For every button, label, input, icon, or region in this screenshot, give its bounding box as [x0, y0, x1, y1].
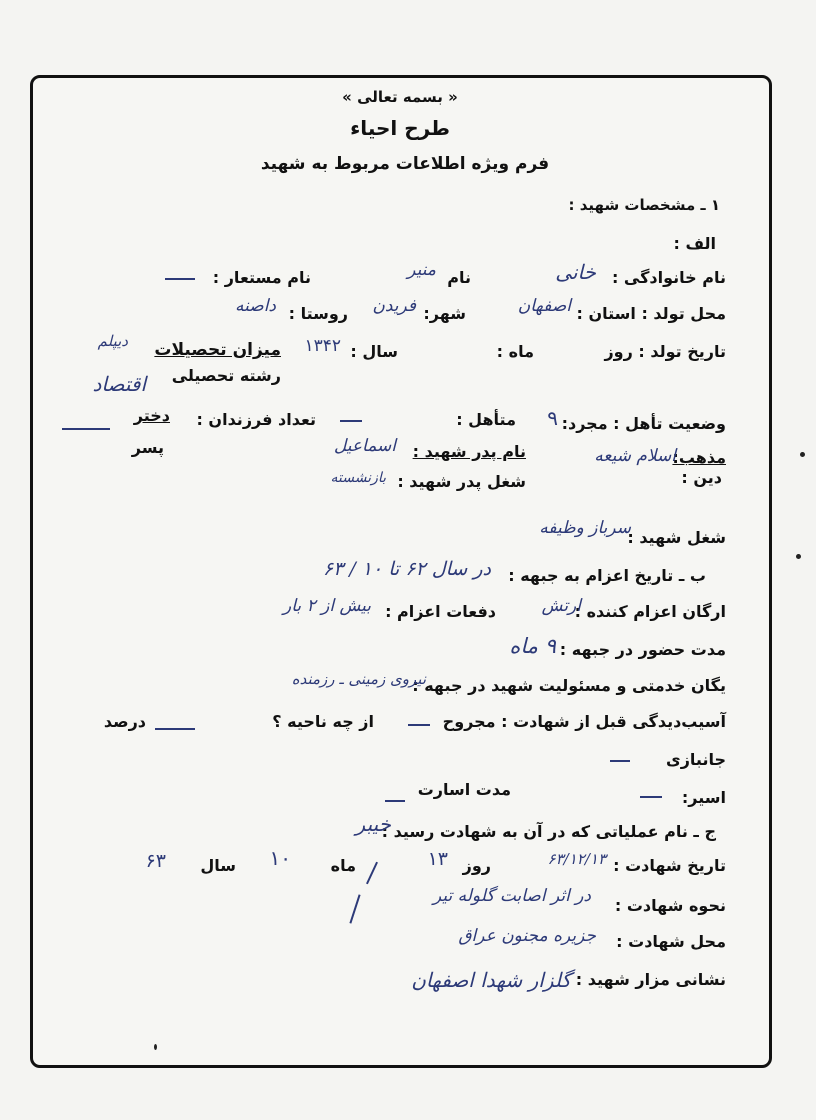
duration-value: ۹ ماه	[509, 634, 556, 658]
times-label: دفعات اعزام :	[385, 602, 496, 621]
father-job-value: بازنشسته	[330, 470, 386, 486]
grave-label: نشانی مزار شهید :	[575, 970, 726, 989]
place-label: محل شهادت :	[616, 932, 726, 951]
married-blank	[340, 420, 362, 422]
job-value: سرباز وظیفه	[539, 518, 631, 538]
captivity-label: مدت اسارت	[417, 780, 511, 799]
captivity-blank	[385, 800, 405, 802]
times-value: بیش از ۲ بار	[283, 596, 371, 616]
manner-value: در اثر اصابت گلوله تیر	[432, 886, 591, 906]
scan-speck	[800, 452, 805, 457]
unit-value: نیروی زمینی ـ رزمنده	[291, 670, 426, 688]
village-value: داصنه	[235, 296, 276, 316]
education-label: میزان تحصیلات	[154, 340, 281, 360]
basmala: « بسمه تعالی »	[342, 88, 458, 106]
married-label: متأهل :	[456, 410, 516, 429]
dispatch-value: در سال ۶۲ تا ۱۰ / ۶۳	[322, 558, 491, 580]
alias-label: نام مستعار :	[212, 268, 311, 287]
martyr-year-value: ۶۳	[145, 850, 166, 872]
day-label: روز	[462, 856, 491, 875]
injury-label: آسیب‌دیدگی قبل از شهادت : مجروح	[442, 712, 726, 731]
operation-label: ج ـ نام عملیاتی که در آن به شهادت رسید :	[381, 822, 716, 841]
daughter-blank	[62, 428, 110, 430]
name-label: نام	[447, 268, 471, 287]
unit-label: یگان خدمتی و مسئولیت شهید در جبهه :	[412, 676, 726, 695]
veteran-blank	[610, 760, 630, 762]
area-label: از چه ناحیه ؟	[272, 712, 374, 731]
area-blank	[155, 728, 195, 730]
family-value: خانی	[555, 260, 596, 284]
birthplace-label: محل تولد : استان :	[576, 304, 726, 323]
birth-year-value: ۱۳۴۲	[304, 336, 341, 356]
captive-label: اسیر:	[681, 788, 726, 807]
field-label: رشته تحصیلی	[171, 366, 281, 385]
village-label: روستا :	[288, 304, 348, 323]
day-value: ۱۳	[427, 848, 448, 870]
birth-year-label: سال :	[350, 342, 398, 361]
field-value: اقتصاد	[92, 372, 146, 396]
family-label: نام خانوادگی :	[611, 268, 726, 287]
place-value: جزیره مجنون عراق	[458, 926, 596, 946]
city-value: فریدن	[372, 296, 416, 316]
martyr-year-label: سال	[200, 856, 236, 875]
martyr-date-label: تاریخ شهادت :	[613, 856, 726, 875]
manner-label: نحوه شهادت :	[614, 896, 726, 915]
duration-label: مدت حضور در جبهه :	[559, 640, 726, 659]
form-subtitle: فرم ویژه اطلاعات مربوط به شهید	[260, 154, 550, 174]
alef-label: الف :	[673, 234, 716, 253]
children-label: تعداد فرزندان :	[196, 410, 316, 429]
captive-blank	[640, 796, 662, 798]
org-label: ارگان اعزام کننده :	[574, 602, 726, 621]
sect-value: اسلام شیعه	[594, 446, 676, 466]
daughter-label: دختر	[133, 406, 170, 425]
form-title: طرح احیاء	[350, 116, 450, 140]
section1-heading: ۱ ـ مشخصات شهید :	[568, 196, 720, 214]
dispatch-label: ب ـ تاریخ اعزام به جبهه :	[508, 566, 706, 585]
birthdate-label: تاریخ تولد : روز	[604, 342, 726, 361]
birth-month-label: ماه :	[496, 342, 534, 361]
scan-speck	[154, 1044, 157, 1050]
operation-value: خیبر	[355, 812, 391, 836]
grave-value: گلزار شهدا اصفهان	[411, 968, 571, 992]
scan-speck	[796, 554, 801, 559]
education-value: دیپلم	[97, 332, 128, 350]
veteran-label: جانبازی	[666, 750, 726, 769]
religion-label: دین :	[681, 468, 722, 487]
injury-blank	[408, 724, 430, 726]
martyr-month-value: ۱۰	[269, 846, 291, 870]
father-name-value: اسماعیل	[333, 436, 396, 456]
city-label: شهر:	[423, 304, 466, 323]
marital-label: وضعیت تأهل : مجرد:	[561, 414, 726, 433]
martyr-date-value: ۶۳/۱۲/۱۳	[547, 850, 606, 868]
sect-label: مذهب:	[672, 448, 726, 467]
alias-blank	[165, 278, 195, 280]
province-value: اصفهان	[517, 296, 571, 316]
son-label: پسر	[131, 438, 164, 457]
father-name-label: نام پدر شهید :	[412, 442, 526, 461]
job-label: شغل شهید :	[627, 528, 726, 547]
single-value: ۹	[547, 406, 558, 430]
martyr-month-label: ماه	[330, 856, 356, 875]
name-value: منیر	[407, 260, 436, 280]
org-value: ارتش	[541, 596, 581, 616]
percent-label: درصد	[103, 712, 146, 731]
father-job-label: شغل پدر شهید :	[397, 472, 526, 491]
